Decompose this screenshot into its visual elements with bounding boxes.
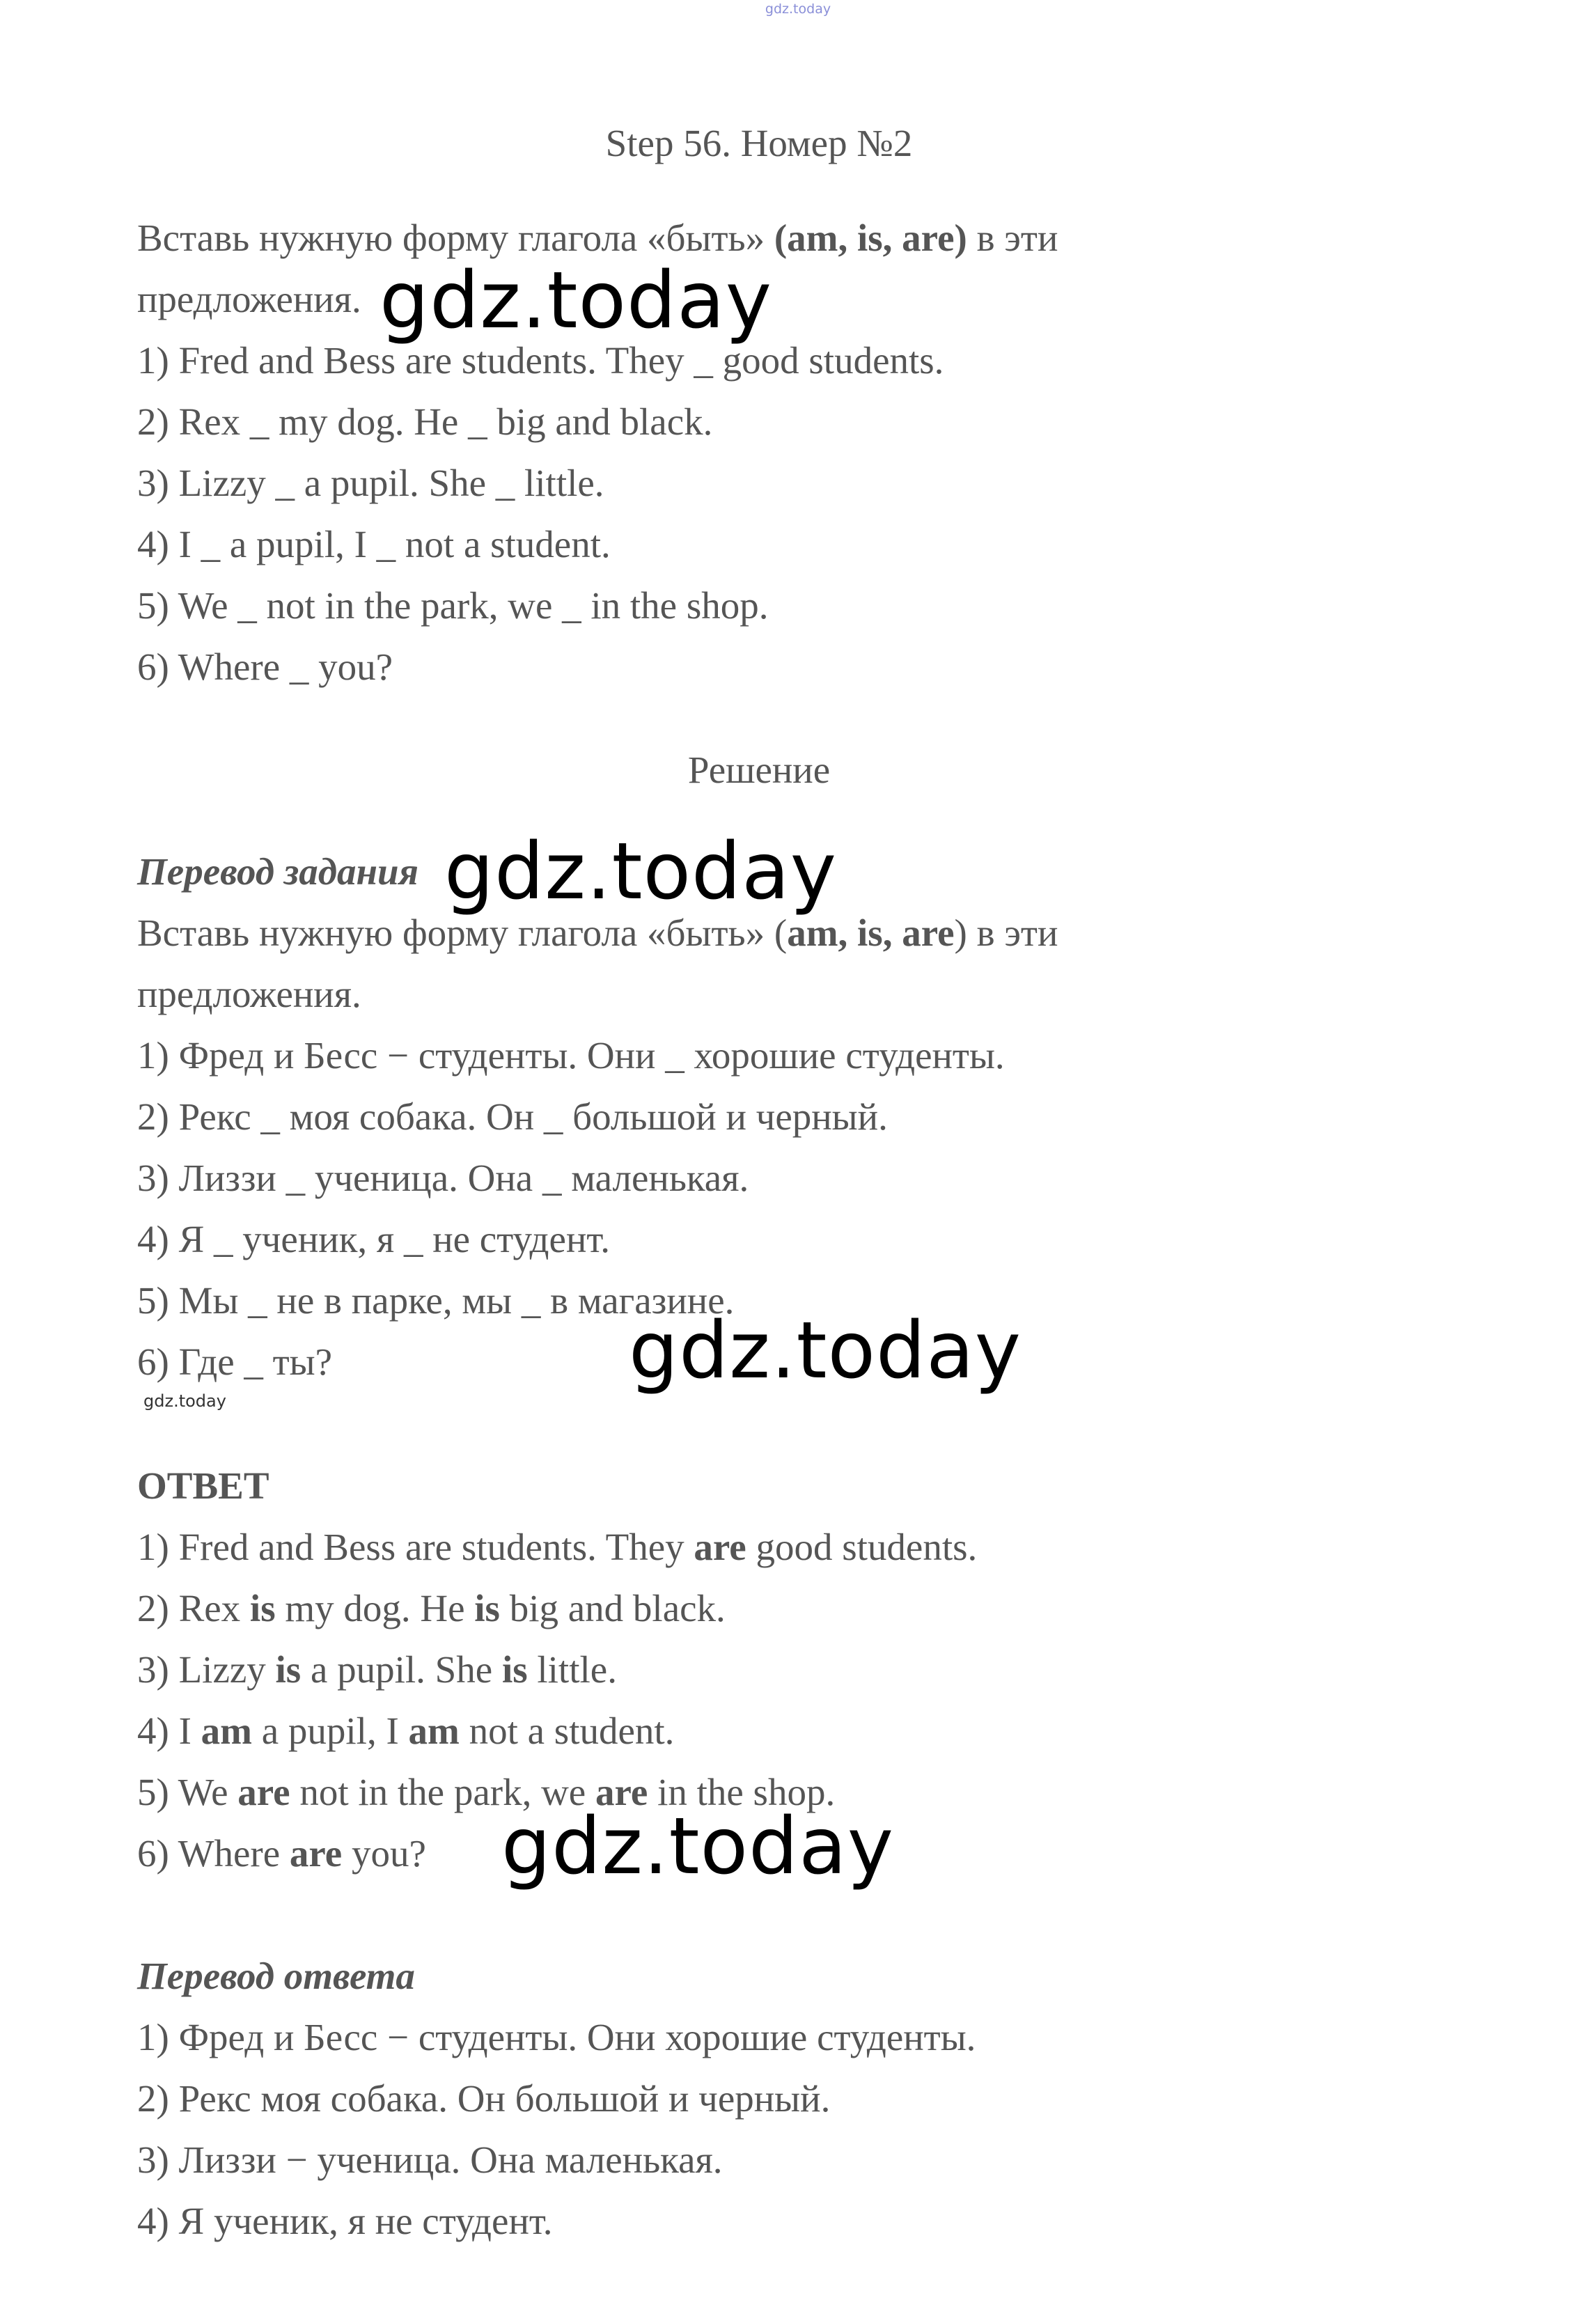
answer-item-3: 3) Lizzy is a pupil. She is little.	[137, 1648, 617, 1691]
watermark-2: gdz.today	[444, 827, 838, 917]
answer-item-2: 2) Rex is my dog. He is big and black.	[137, 1587, 726, 1629]
task-item-6: 6) Where _ you?	[137, 646, 393, 688]
task-instruction: Вставь нужную форму глагола «быть» (am, is, are) в эти	[137, 217, 1058, 259]
watermark-1: gdz.today	[380, 256, 773, 346]
task-item-5: 5) We _ not in the park, we _ in the shop.	[137, 584, 769, 627]
task-instruction-line2: предложения.	[137, 278, 361, 320]
task-item-4: 4) I _ a pupil, I _ not a student.	[137, 523, 611, 565]
answer-item-1: 1) Fred and Bess are students. They are good students.	[137, 1526, 978, 1568]
answer-translation-item-1: 1) Фред и Бесс − студенты. Они хорошие студенты.	[137, 2016, 976, 2058]
task-item-3: 3) Lizzy _ a pupil. She _ little.	[137, 462, 604, 504]
translation-item-2: 2) Рекс _ моя собака. Он _ большой и черный.	[137, 1095, 888, 1138]
translation-instruction-line2: предложения.	[137, 973, 361, 1015]
watermark-4: gdz.today	[501, 1801, 895, 1892]
task-item-1: 1) Fred and Bess are students. They _ good students.	[137, 339, 944, 382]
task-item-2: 2) Rex _ my dog. He _ big and black.	[137, 400, 713, 443]
answer-item-5: 5) We are not in the park, we are in the shop.	[137, 1771, 836, 1813]
translation-item-1: 1) Фред и Бесс − студенты. Они _ хорошие студенты.	[137, 1034, 1005, 1077]
translation-heading: Перевод задания	[137, 850, 418, 893]
watermark-3: gdz.today	[629, 1306, 1022, 1396]
answer-translation-heading: Перевод ответа	[137, 1955, 415, 1997]
translation-item-5: 5) Мы _ не в парке, мы _ в магазине.	[137, 1279, 735, 1322]
watermark-small: gdz.today	[143, 1391, 226, 1411]
answer-translation-item-4: 4) Я ученик, я не студент.	[137, 2200, 553, 2242]
answer-item-6: 6) Where are you?	[137, 1832, 426, 1875]
watermark-top: gdz.today	[765, 1, 831, 17]
answer-item-4: 4) I am a pupil, I am not a student.	[137, 1710, 675, 1752]
answer-translation-item-2: 2) Рекс моя собака. Он большой и черный.	[137, 2077, 831, 2120]
page-title: Step 56. Номер №2	[605, 122, 913, 164]
translation-instruction: Вставь нужную форму глагола «быть» (am, is, are) в эти	[137, 912, 1058, 954]
answer-heading: ОТВЕТ	[137, 1464, 269, 1507]
answer-translation-item-3: 3) Лиззи − ученица. Она маленькая.	[137, 2138, 723, 2181]
solution-heading: Решение	[687, 749, 831, 791]
translation-item-6: 6) Где _ ты?	[137, 1340, 333, 1383]
translation-item-4: 4) Я _ ученик, я _ не студент.	[137, 1218, 611, 1260]
translation-item-3: 3) Лиззи _ ученица. Она _ маленькая.	[137, 1157, 749, 1199]
